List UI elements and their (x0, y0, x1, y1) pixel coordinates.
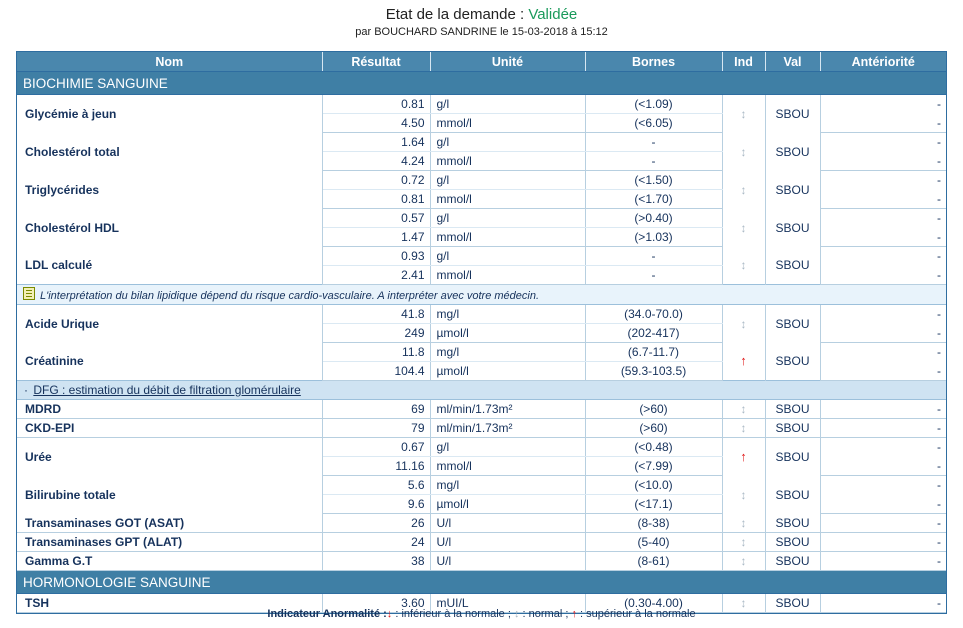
anteriority-value: - (937, 478, 941, 493)
anteriority-value: - (820, 228, 946, 247)
reference-range: (>60) (585, 400, 722, 419)
unit-value: µmol/l (430, 362, 585, 381)
abnormality-indicator (722, 533, 765, 552)
col-header-anteriorite: Antériorité (820, 52, 946, 72)
reference-range: (<0.48) (585, 438, 722, 457)
analyte-name: Transaminases GPT (ALAT) (17, 533, 322, 552)
table-row (17, 95, 946, 114)
unit-value: mmol/l (430, 457, 585, 476)
anteriority-value: - (937, 211, 941, 226)
anteriority-value: - (820, 190, 946, 209)
page-title (0, 6, 963, 23)
arrow-normal-icon: ↕ (740, 421, 747, 435)
reference-range: (<1.50) (585, 171, 722, 190)
unit-value: mg/l (430, 343, 585, 362)
table-row (17, 533, 946, 552)
abnormality-indicator (722, 438, 765, 476)
validator-code: SBOU (765, 419, 820, 438)
validator-code: SBOU (765, 400, 820, 419)
anteriority-value: - (820, 152, 946, 171)
results-table-container (16, 51, 947, 614)
reference-range: (<1.70) (585, 190, 722, 209)
document-header (0, 0, 963, 38)
section-label: HORMONOLOGIE SANGUINE (17, 571, 946, 594)
result-value: 104.4 (322, 362, 430, 381)
result-value: 249 (322, 324, 430, 343)
analyte-name: Transaminases GOT (ASAT) (17, 514, 322, 533)
result-value: 1.64 (322, 133, 430, 152)
table-header-row (17, 52, 946, 72)
abnormality-indicator (722, 95, 765, 133)
arrow-up-icon: ↑ (740, 353, 747, 369)
table-row (17, 209, 946, 228)
unit-value: g/l (430, 438, 585, 457)
legend-down-text: : inférieur à la normale ; (392, 608, 511, 620)
reference-range: (<10.0) (585, 476, 722, 495)
anteriority-value: - (820, 495, 946, 514)
arrow-normal-icon: ↕ (740, 535, 747, 549)
arrow-normal-icon: ↕ (740, 106, 747, 121)
table-row (17, 133, 946, 152)
validator-code: SBOU (765, 95, 820, 133)
reference-range: - (585, 152, 722, 171)
anteriority-value: - (820, 362, 946, 381)
analyte-name: CKD-EPI (17, 419, 322, 438)
result-value: 3.60 (322, 594, 430, 613)
unit-value: mmol/l (430, 228, 585, 247)
note-icon (23, 287, 35, 300)
anteriority-value: - (820, 419, 946, 438)
unit-value: g/l (430, 95, 585, 114)
col-header-val: Val (765, 52, 820, 72)
arrow-normal-icon: ↕ (740, 554, 747, 568)
anteriority-value: - (820, 457, 946, 476)
anteriority-value: - (820, 533, 946, 552)
abnormality-indicator (722, 476, 765, 514)
col-header-bornes: Bornes (585, 52, 722, 72)
legend-title: Indicateur Anormalité : (267, 608, 387, 620)
table-row (17, 552, 946, 571)
arrow-normal-icon: ↕ (513, 608, 520, 620)
abnormality-indicator (722, 247, 765, 285)
reference-range: (>1.03) (585, 228, 722, 247)
unit-value: g/l (430, 171, 585, 190)
arrow-normal-icon: ↕ (740, 258, 747, 273)
result-value: 26 (322, 514, 430, 533)
anteriority-value: - (820, 400, 946, 419)
table-row (17, 171, 946, 190)
analyte-name: Triglycérides (17, 171, 322, 209)
col-header-resultat: Résultat (322, 52, 430, 72)
abnormality-indicator (722, 419, 765, 438)
section-header-row (17, 72, 946, 95)
anteriority-value: - (937, 173, 941, 188)
anteriority-value: - (820, 594, 946, 613)
abnormality-indicator (722, 343, 765, 381)
arrow-normal-icon: ↕ (740, 316, 747, 331)
interpretation-note: L'interprétation du bilan lipidique dépend du risque cardio-vasculaire. A interpréter avec votre médecin. (17, 285, 946, 305)
unit-value: g/l (430, 209, 585, 228)
subsection-label: · DFG : estimation du débit de filtration glomérulaire (17, 381, 946, 400)
unit-value: mmol/l (430, 114, 585, 133)
unit-value: U/l (430, 514, 585, 533)
analyte-name: Créatinine (17, 343, 322, 381)
result-value: 0.57 (322, 209, 430, 228)
anteriority-value: - (820, 514, 946, 533)
result-value: 0.81 (322, 95, 430, 114)
abnormality-indicator (722, 133, 765, 171)
arrow-up-icon: ↑ (740, 448, 747, 464)
result-value: 79 (322, 419, 430, 438)
result-value: 9.6 (322, 495, 430, 514)
result-value: 69 (322, 400, 430, 419)
analyte-name: Urée (17, 438, 322, 476)
abnormality-indicator (722, 171, 765, 209)
table-row (17, 305, 946, 324)
result-value: 11.16 (322, 457, 430, 476)
analyte-name: Acide Urique (17, 305, 322, 343)
table-row (17, 343, 946, 362)
anteriority-value: - (937, 307, 941, 322)
abnormality-indicator (722, 552, 765, 571)
unit-value: mmol/l (430, 152, 585, 171)
arrow-normal-icon: ↕ (740, 596, 747, 610)
legend (0, 608, 963, 620)
analyte-name: Gamma G.T (17, 552, 322, 571)
validator-code: SBOU (765, 247, 820, 285)
analyte-name: Bilirubine totale (17, 476, 322, 514)
result-value: 5.6 (322, 476, 430, 495)
validator-code: SBOU (765, 305, 820, 343)
result-value: 0.81 (322, 190, 430, 209)
interpretation-note-row (17, 285, 946, 305)
result-value: 4.50 (322, 114, 430, 133)
unit-value: U/l (430, 552, 585, 571)
result-value: 24 (322, 533, 430, 552)
arrow-down-icon: ↓ (386, 608, 393, 620)
col-header-ind: Ind (722, 52, 765, 72)
reference-range: (202-417) (585, 324, 722, 343)
reference-range: (8-61) (585, 552, 722, 571)
bullet-icon: · (24, 383, 28, 397)
validator-code: SBOU (765, 133, 820, 171)
abnormality-indicator (722, 305, 765, 343)
arrow-normal-icon: ↕ (740, 402, 747, 416)
anteriority-value: - (937, 249, 941, 264)
abnormality-indicator (722, 514, 765, 533)
abnormality-indicator (722, 209, 765, 247)
reference-range: (>0.40) (585, 209, 722, 228)
table-row (17, 514, 946, 533)
anteriority-value: - (937, 135, 941, 150)
analyte-name: MDRD (17, 400, 322, 419)
table-row (17, 247, 946, 266)
result-value: 41.8 (322, 305, 430, 324)
validator-code: SBOU (765, 552, 820, 571)
analyte-name: Cholestérol total (17, 133, 322, 171)
validator-code: SBOU (765, 514, 820, 533)
reference-range: - (585, 133, 722, 152)
reference-range: (59.3-103.5) (585, 362, 722, 381)
unit-value: ml/min/1.73m² (430, 419, 585, 438)
abnormality-indicator (722, 400, 765, 419)
table-row (17, 400, 946, 419)
col-header-nom: Nom (17, 52, 322, 72)
arrow-up-icon: ↑ (571, 608, 577, 620)
arrow-normal-icon: ↕ (740, 515, 747, 530)
validator-subtitle: par BOUCHARD SANDRINE le 15-03-2018 à 15:12 (355, 26, 608, 38)
table-row (17, 476, 946, 495)
section-header-row (17, 571, 946, 594)
validator-code: SBOU (765, 438, 820, 476)
validator-code: SBOU (765, 343, 820, 381)
result-value: 0.93 (322, 247, 430, 266)
reference-range: (>60) (585, 419, 722, 438)
result-value: 0.72 (322, 171, 430, 190)
arrow-normal-icon: ↕ (740, 220, 747, 235)
validator-code: SBOU (765, 594, 820, 613)
reference-range: (<7.99) (585, 457, 722, 476)
reference-range: - (585, 266, 722, 285)
reference-range: (5-40) (585, 533, 722, 552)
unit-value: U/l (430, 533, 585, 552)
table-body (17, 72, 946, 613)
analyte-name: LDL calculé (17, 247, 322, 285)
reference-range: (<1.09) (585, 95, 722, 114)
legend-up-text: : supérieur à la normale (576, 608, 696, 620)
table-row (17, 419, 946, 438)
unit-value: ml/min/1.73m² (430, 400, 585, 419)
arrow-normal-icon: ↕ (740, 144, 747, 159)
validator-code: SBOU (765, 209, 820, 247)
anteriority-value: - (820, 324, 946, 343)
reference-range: (<6.05) (585, 114, 722, 133)
reference-range: (<17.1) (585, 495, 722, 514)
result-value: 38 (322, 552, 430, 571)
unit-value: g/l (430, 247, 585, 266)
reference-range: (6.7-11.7) (585, 343, 722, 362)
unit-value: mmol/l (430, 266, 585, 285)
status-badge: Validée (528, 6, 578, 23)
reference-range: (8-38) (585, 514, 722, 533)
anteriority-value: - (937, 97, 941, 112)
unit-value: g/l (430, 133, 585, 152)
validator-code: SBOU (765, 171, 820, 209)
arrow-normal-icon: ↕ (740, 182, 747, 197)
validator-code: SBOU (765, 476, 820, 514)
anteriority-value: - (820, 552, 946, 571)
subsection-row (17, 381, 946, 400)
reference-range: (34.0-70.0) (585, 305, 722, 324)
anteriority-value: - (937, 440, 941, 455)
validator-code: SBOU (765, 533, 820, 552)
table-row (17, 438, 946, 457)
result-value: 1.47 (322, 228, 430, 247)
unit-value: mmol/l (430, 190, 585, 209)
unit-value: mg/l (430, 305, 585, 324)
legend-normal-text: : normal ; (519, 608, 569, 620)
reference-range: (0.30-4.00) (585, 594, 722, 613)
analyte-name: Glycémie à jeun (17, 95, 322, 133)
result-value: 4.24 (322, 152, 430, 171)
result-value: 11.8 (322, 343, 430, 362)
result-value: 0.67 (322, 438, 430, 457)
page-title-prefix: Etat de la demande : (385, 6, 529, 23)
arrow-normal-icon: ↕ (740, 487, 747, 502)
unit-value: µmol/l (430, 495, 585, 514)
analyte-name: TSH (17, 594, 322, 613)
anteriority-value: - (937, 345, 941, 360)
analyte-name: Cholestérol HDL (17, 209, 322, 247)
result-value: 2.41 (322, 266, 430, 285)
results-table (17, 52, 946, 613)
anteriority-value: - (820, 266, 946, 285)
anteriority-value: - (820, 114, 946, 133)
unit-value: mUI/L (430, 594, 585, 613)
reference-range: - (585, 247, 722, 266)
section-label: BIOCHIMIE SANGUINE (17, 72, 946, 95)
col-header-unite: Unité (430, 52, 585, 72)
unit-value: mg/l (430, 476, 585, 495)
unit-value: µmol/l (430, 324, 585, 343)
